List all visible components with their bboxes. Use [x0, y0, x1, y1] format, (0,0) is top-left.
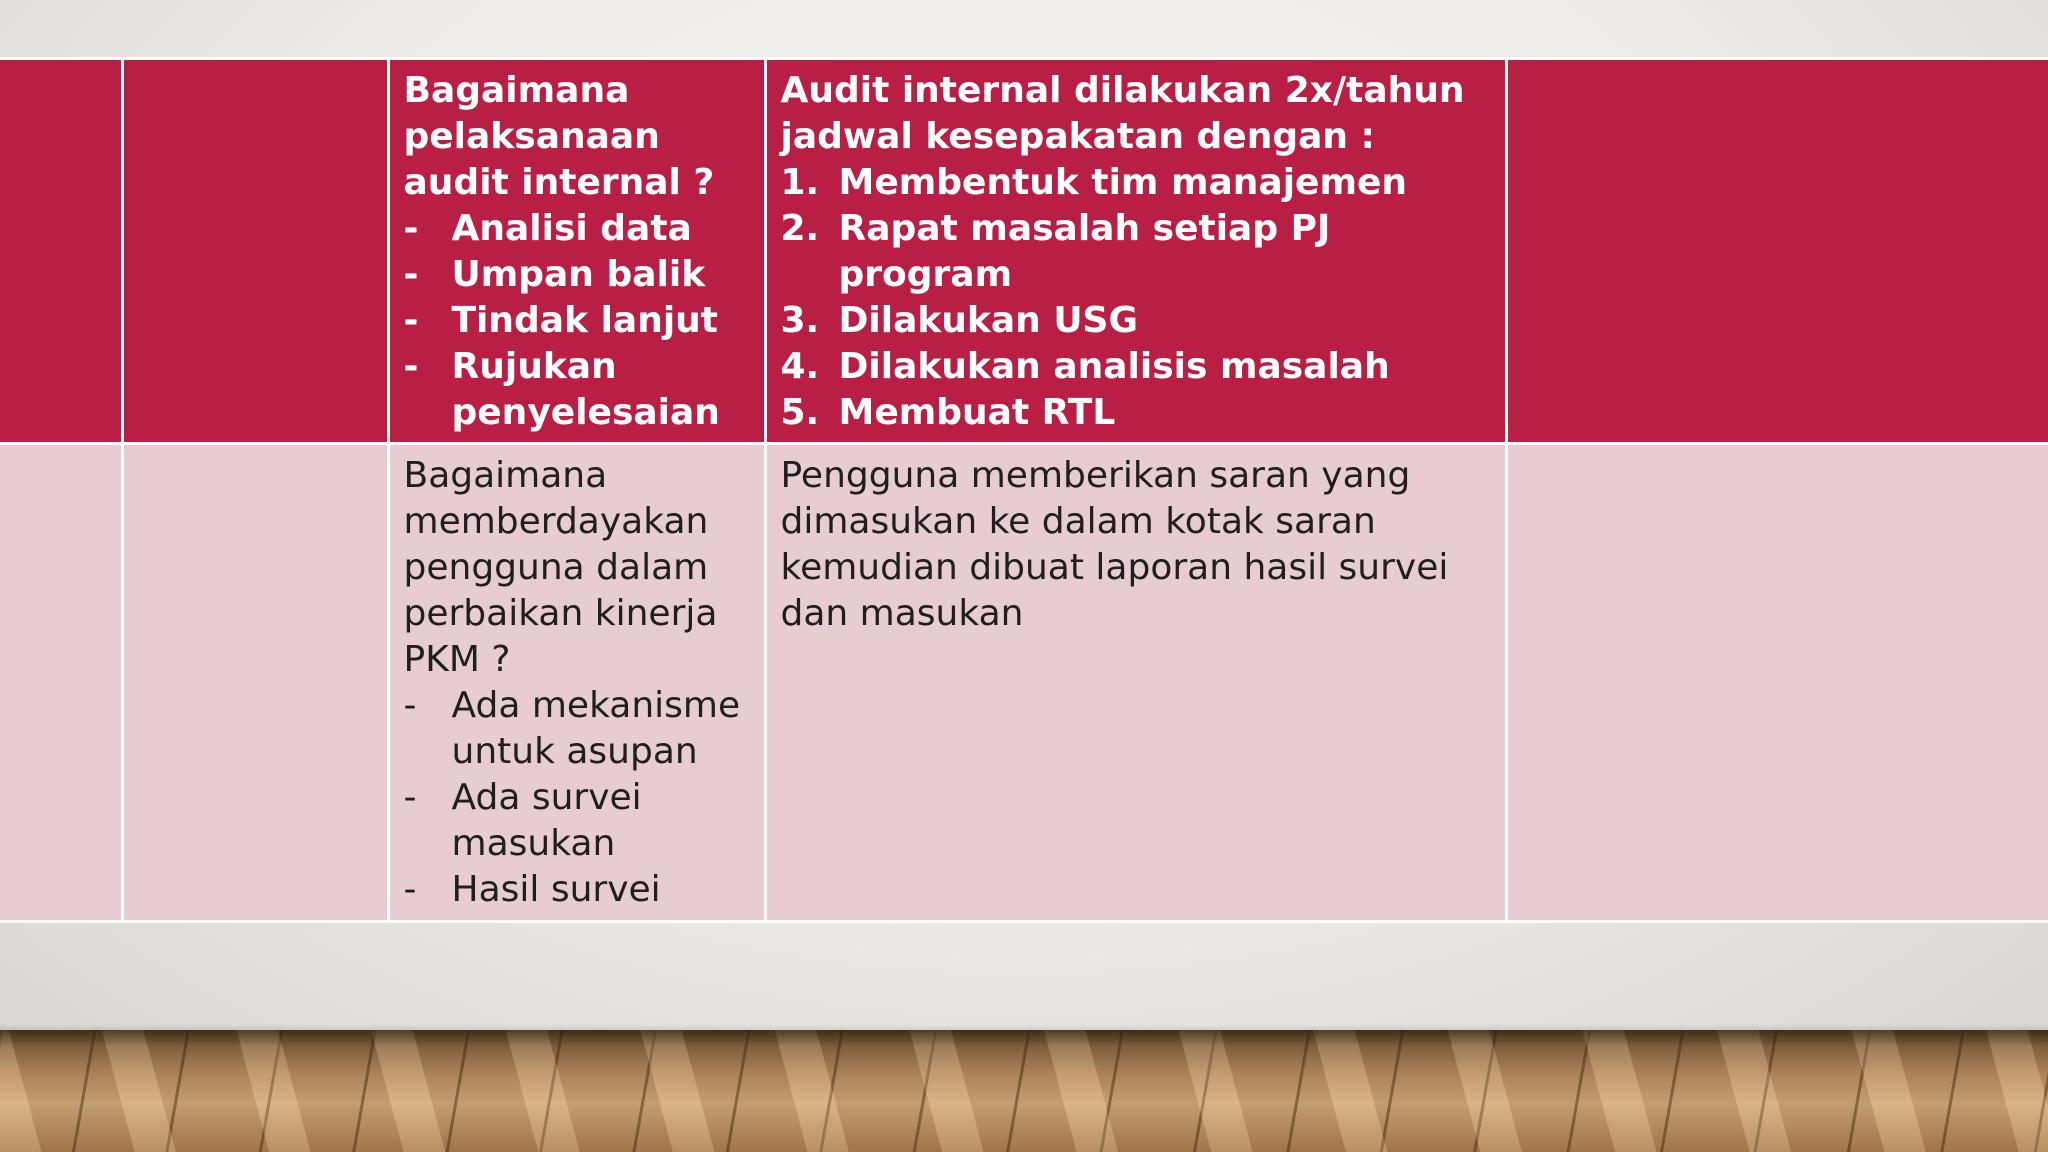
list-item: - Tindak lanjut — [403, 300, 719, 341]
row2-question-list — [404, 683, 750, 913]
row1-answer-list — [781, 160, 1491, 436]
row1-col5-cell — [1506, 59, 2048, 444]
row2-col5-cell — [1506, 444, 2048, 922]
table-row-pemberdayaan-pengguna — [0, 444, 2048, 922]
row1-question-list — [404, 206, 750, 436]
row2-answer-cell — [765, 444, 1506, 922]
row1-answer-cell — [765, 59, 1506, 444]
list-item: - Ada survei masukan — [403, 777, 642, 864]
row1-question-cell — [388, 59, 765, 444]
list-item: - Umpan balik — [403, 254, 706, 295]
list-item: 4. Dilakukan analisis masalah — [780, 346, 1390, 387]
list-item: 2. Rapat masalah setiap PJ program — [780, 208, 1331, 295]
list-item: - Analisi data — [403, 208, 692, 249]
row1-col1-cell — [0, 59, 122, 444]
row2-question-cell — [388, 444, 765, 922]
row2-answer-text: Pengguna memberikan saran yang dimasukan ke dalam kotak saran kemudian dibuat laporan hasil survei dan masukan — [780, 455, 1449, 634]
list-item: 5. Membuat RTL — [780, 392, 1116, 433]
list-item: - Ada mekanisme untuk asupan — [403, 685, 741, 772]
list-item: - Rujukan penyelesaian — [403, 346, 720, 433]
list-item: 1. Membentuk tim manajemen — [780, 162, 1408, 203]
row1-answer-intro: Audit internal dilakukan 2x/tahun jadwal kesepakatan dengan : — [780, 70, 1465, 157]
list-item: 3. Dilakukan USG — [780, 300, 1139, 341]
list-item: - Hasil survei — [403, 869, 661, 910]
row1-col2-cell — [122, 59, 388, 444]
row1-question: Bagaimana pelaksanaan audit internal ? — [403, 70, 715, 203]
row2-col1-cell — [0, 444, 122, 922]
row2-col2-cell — [122, 444, 388, 922]
row2-question: Bagaimana memberdayakan pengguna dalam perbaikan kinerja PKM ? — [403, 455, 718, 680]
audit-table — [0, 57, 2048, 923]
table-row-audit-internal — [0, 59, 2048, 444]
wooden-floor — [0, 1030, 2048, 1152]
